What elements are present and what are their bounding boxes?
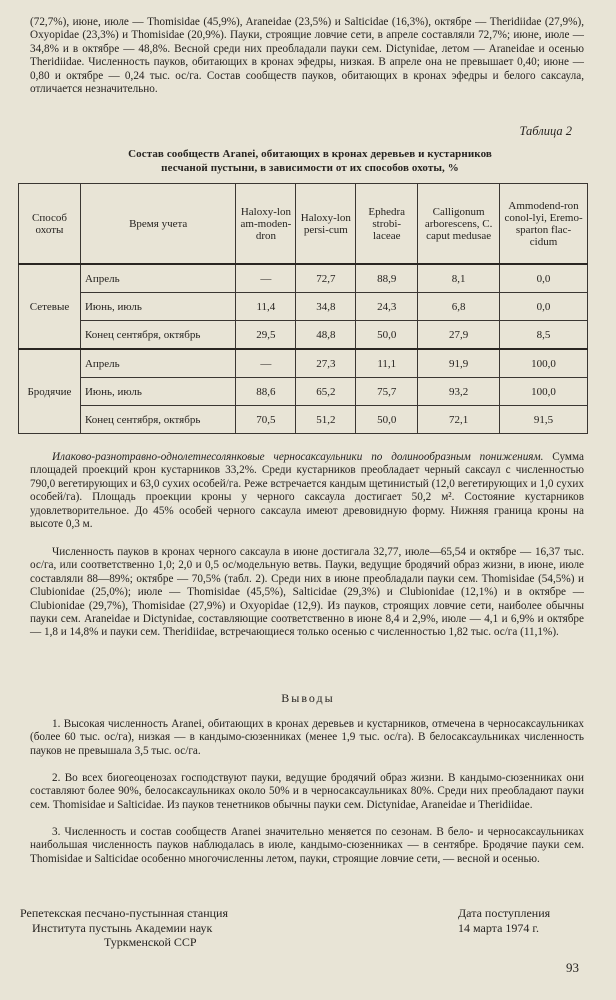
- header-method: Способ охоты: [19, 184, 81, 265]
- value-cell: 27,3: [296, 349, 356, 378]
- value-cell: 24,3: [356, 293, 418, 321]
- period-cell: Конец сентября, октябрь: [80, 321, 235, 350]
- table-title-line-2: песчаной пустыни, в зависимости от их способов охоты, %: [161, 162, 459, 174]
- table-row: [19, 349, 588, 378]
- header-ephedra: Ephedra strobi-laceae: [356, 184, 418, 265]
- period-cell: Июнь, июль: [80, 378, 235, 406]
- value-cell: 0,0: [500, 264, 588, 293]
- value-cell: 93,2: [418, 378, 500, 406]
- affiliation: [20, 906, 228, 950]
- affiliation-line: Репетекская песчано-пустынная станция: [20, 906, 228, 920]
- value-cell: 8,5: [500, 321, 588, 350]
- conclusion-item: 3. Численность и состав сообществ Aranei значительно меняется по сезонам. В бело- и черносаксаульниках наибольшая численность пауков наблюдалась в июле, кандымо-сюзенниках — в сентябре. Бродячие пауки сем. Thomisidae и Salticidae особенно многочисленны летом, пауки, строящие ловчие сети, — весной и осенью.: [30, 826, 584, 865]
- period-cell: Июнь, июль: [80, 293, 235, 321]
- value-cell: 11,4: [236, 293, 296, 321]
- value-cell: 91,5: [500, 406, 588, 434]
- value-cell: 50,0: [356, 321, 418, 350]
- table-row: [19, 293, 588, 321]
- value-cell: 100,0: [500, 378, 588, 406]
- value-cell: 65,2: [296, 378, 356, 406]
- value-cell: 100,0: [500, 349, 588, 378]
- value-cell: 72,1: [418, 406, 500, 434]
- method-cell: Сетевые: [19, 264, 81, 349]
- spider-abundance-paragraph: Численность пауков в кронах черного саксаула в июне достигала 32,77, июле—65,54 и октябре — 16,37 тыс. ос/га, или соответственно 1,0; 2,0 и 0,5 ос/модельную ветвь. Пауки, ведущие бродячий образ жизни, в июне, июле составляли 88—89%; октябре — 70,5% (табл. 2). Среди них в июне преобладали пауки сем. Thomisidae (54,5%) и Clubionidae (25,0%); июле — Thomisidae (45,5%), Salticidae (29,3%) и Clubionidae (12,1%) и в октябре — Clubionidae (29,7%), Thomisidae (27,9%) и Oxyopidae (12,9). Из пауков, строящих ловчие сети, наиболее обычны пауки сем. Araneidae и Dictynidae, составляющие соответственно в июне 8,4 и 2,9%, июле — 4,1 и 6,9% и октябре — 1,8 и 14,8% и пауки сем. Theridiidae, встречающиеся только осенью с численностью 1,82 тыс. ос/га (11,1%).: [30, 546, 584, 639]
- received-label: Дата поступления: [458, 906, 551, 920]
- value-cell: 88,9: [356, 264, 418, 293]
- page-number: 93: [566, 960, 579, 975]
- conclusion-item: 2. Во всех биогеоценозах господствуют пауки, ведущие бродячий образ жизни. В кандымо-сюзенниках они составляют более 90%, белосаксаульниках около 50% и в черносаксаульниках 80%. Среди них преобладают пауки сем. Thomisidae и Salticidae. Из пауков тенетников обычны пауки сем. Dictynidae, Araneidae и Theridiidae.: [30, 772, 584, 811]
- conclusions-title: Выводы: [281, 691, 335, 705]
- table-row: [19, 378, 588, 406]
- intro-paragraph: (72,7%), июне, июле — Thomisidae (45,9%), Araneidae (23,5%) и Salticidae (16,3%), октябре — Theridiidae (27,9%), Oxyopidae (23,3%) и Thomisidae (20,9%). Пауки, строящие ловчие сети, в апреле составляли 72,7%; июне, июле — 34,8% и в октябре — 48,8%. Весной среди них преобладали пауки сем. Dictynidae, летом — Araneidae и осенью Theridiidae. Численность пауков, обитающих в кронах эфедры, низкая. В апреле она не превышает 0,40; июне — 0,80 и октябре — 0,24 тыс. ос/га. Состав сообществ пауков, обитающих в кронах эфедры и белого саксаула, отличается незначительно.: [30, 16, 584, 96]
- table-header-row: [19, 184, 588, 265]
- hunting-method-table: [18, 183, 588, 434]
- table-number: Таблица 2: [519, 124, 572, 138]
- value-cell: 50,0: [356, 406, 418, 434]
- period-cell: Апрель: [80, 264, 235, 293]
- value-cell: 8,1: [418, 264, 500, 293]
- habitat-lead: Илаково-разнотравно-однолетнесолянковые черносаксаульники по долинообразным понижениям.: [52, 451, 544, 463]
- affiliation-line: Туркменской ССР: [104, 935, 197, 949]
- header-ammodendron: Ammodend-ron conol-lyi, Eremo-sparton flac-cidum: [500, 184, 588, 265]
- value-cell: 48,8: [296, 321, 356, 350]
- vegetation-text: Сумма площадей проекций крон кустарников 33,2%. Среди кустарников преобладает черный саксаул с численностью 790,0 вегетирующих и 63,0 сухих особей/га. Реже встречается кандым щетинистый (12,0 вегетирующих и 1,0 сухих особей/га). Площадь проекции кроны у черного саксаула достигает 50,2 м². Состояние кустарников удовлетворительное. До 45% особей черного саксаула имеют древовидную форму. Нижняя граница кроны на высоте 0,3 м.: [30, 451, 584, 531]
- value-cell: 88,6: [236, 378, 296, 406]
- value-cell: 11,1: [356, 349, 418, 378]
- value-cell: —: [236, 349, 296, 378]
- value-cell: 70,5: [236, 406, 296, 434]
- table-title-line-1: Состав сообществ Aranei, обитающих в кронах деревьев и кустарников: [128, 148, 492, 160]
- value-cell: 75,7: [356, 378, 418, 406]
- value-cell: 91,9: [418, 349, 500, 378]
- affiliation-line: Института пустынь Академии наук: [32, 920, 213, 935]
- vegetation-paragraph: [30, 451, 584, 531]
- conclusion-item: 1. Высокая численность Aranei, обитающих в кронах деревьев и кустарников, отмечена в черносаксаульниках (более 60 тыс. ос/га), низкая — в кандымо-сюзенниках (менее 1,9 тыс. ос/га). В белосаксаульниках численность пауков не превышала 3,5 тыс. ос/га.: [30, 718, 584, 757]
- header-haloxylon-ammodendron: Haloxy-lon am-moden-dron: [236, 184, 296, 265]
- value-cell: 0,0: [500, 293, 588, 321]
- table-row: [19, 406, 588, 434]
- value-cell: 51,2: [296, 406, 356, 434]
- period-cell: Апрель: [80, 349, 235, 378]
- received-date: [458, 906, 550, 935]
- header-calligonum: Calligonum arborescens, C. caput medusae: [418, 184, 500, 265]
- period-cell: Конец сентября, октябрь: [80, 406, 235, 434]
- table-row: [19, 321, 588, 350]
- header-period: Время учета: [80, 184, 235, 265]
- value-cell: —: [236, 264, 296, 293]
- header-haloxylon-persicum: Haloxy-lon persi-cum: [296, 184, 356, 265]
- received-value: 14 марта 1974 г.: [458, 920, 539, 935]
- table-title: [50, 147, 570, 175]
- value-cell: 34,8: [296, 293, 356, 321]
- value-cell: 29,5: [236, 321, 296, 350]
- value-cell: 6,8: [418, 293, 500, 321]
- value-cell: 27,9: [418, 321, 500, 350]
- value-cell: 72,7: [296, 264, 356, 293]
- table-row: [19, 264, 588, 293]
- method-cell: Бродячие: [19, 349, 81, 434]
